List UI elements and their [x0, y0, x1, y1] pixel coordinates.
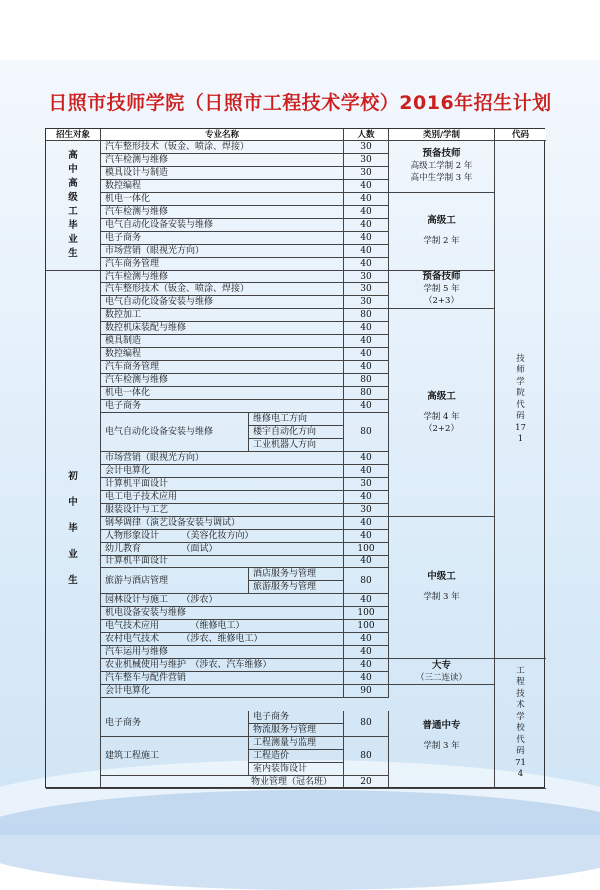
major-name: 机电一体化 [101, 387, 344, 400]
enrollment-table [45, 128, 545, 788]
major-count: 100 [344, 543, 389, 556]
major-count: 30 [344, 141, 389, 154]
major-name: 汽车整车与配件营销 [101, 672, 344, 685]
major-count: 80 [344, 413, 389, 452]
major-count: 40 [344, 530, 389, 543]
major-count: 100 [344, 620, 389, 633]
major-count: 30 [344, 167, 389, 180]
major-count: 40 [344, 180, 389, 193]
major-direction: 酒店服务与管理 [249, 568, 344, 581]
major-name: 汽车检测与维修 [101, 271, 344, 284]
major-name: 汽车检测与维修 [101, 154, 344, 167]
header-major: 专业名称 [101, 129, 344, 141]
major-direction: 维修电工方向 [249, 413, 344, 426]
major-count: 80 [344, 737, 389, 776]
header-target: 招生对象 [46, 129, 101, 141]
major-name: 会计电算化 [101, 465, 344, 478]
header-count: 人数 [344, 129, 389, 141]
major-count: 40 [344, 594, 389, 607]
major-count: 80 [344, 374, 389, 387]
major-name: 模具制造 [101, 335, 344, 348]
major-count: 30 [344, 271, 389, 284]
major-name: 物业管理（冠名班） [101, 776, 344, 789]
major-count: 80 [344, 711, 389, 737]
code-engineering-school: 工程技术学校代码714 [495, 659, 546, 789]
major-count: 30 [344, 283, 389, 296]
major-count: 80 [344, 568, 389, 594]
major-count: 20 [344, 776, 389, 789]
major-count: 40 [344, 452, 389, 465]
major-count: 40 [344, 361, 389, 374]
major-name: 机电一体化 [101, 193, 344, 206]
major-name: 农业机械使用与维护 （涉农、汽车维修） [101, 659, 344, 672]
major-count: 40 [344, 206, 389, 219]
major-name: 建筑工程施工 [101, 737, 249, 776]
major-direction: 物流服务与管理 [249, 724, 344, 737]
major-name: 汽车检测与维修 [101, 374, 344, 387]
major-name: 电子商务 [101, 400, 344, 413]
major-count: 90 [344, 685, 389, 698]
major-count: 80 [344, 309, 389, 322]
major-name: 计算机平面设计 [101, 556, 344, 569]
group-high-school: 高中高级工毕业生 [46, 141, 101, 271]
decorative-wave [0, 790, 600, 890]
major-count: 40 [344, 633, 389, 646]
major-name: 汽车运用与维修 [101, 646, 344, 659]
category-cell: 高级工 学制 4 年 （2+2） [389, 309, 495, 516]
major-count: 40 [344, 646, 389, 659]
major-name: 数控编程 [101, 348, 344, 361]
major-name: 电子商务 [101, 711, 249, 737]
major-count: 40 [344, 219, 389, 232]
major-name: 市场营销（眼视光方向） [101, 452, 344, 465]
major-name: 汽车检测与维修 [101, 206, 344, 219]
major-name: 电工电子技术应用 [101, 491, 344, 504]
major-count: 30 [344, 296, 389, 309]
major-count: 40 [344, 232, 389, 245]
major-name: 汽车整形技术（钣金、喷涂、焊接） [101, 141, 344, 154]
major-count: 30 [344, 504, 389, 517]
major-direction: 工程造价 [249, 750, 344, 763]
major-count: 40 [344, 517, 389, 530]
major-direction: 工程测量与监理 [249, 737, 344, 750]
major-name: 电气自动化设备安装与维修 [101, 413, 249, 452]
major-count: 80 [344, 387, 389, 400]
major-name: 电气技术应用 （维修电工） [101, 620, 344, 633]
category-cell: 高级工 学制 2 年 [389, 193, 495, 271]
major-direction: 工业机器人方向 [249, 439, 344, 452]
major-name: 数控编程 [101, 180, 344, 193]
major-name: 幼儿教育 （面试） [101, 543, 344, 556]
major-name: 旅游与酒店管理 [101, 568, 249, 594]
major-count: 40 [344, 400, 389, 413]
major-count: 30 [344, 154, 389, 167]
major-count: 40 [344, 258, 389, 271]
category-cell: 中级工 学制 3 年 [389, 517, 495, 659]
major-count: 40 [344, 659, 389, 672]
major-count: 40 [344, 556, 389, 569]
major-direction: 旅游服务与管理 [249, 581, 344, 594]
major-name: 电子商务 [101, 232, 344, 245]
major-name: 数控加工 [101, 309, 344, 322]
category-cell: 预备技师 学制 5 年 （2+3） [389, 271, 495, 310]
major-direction: 楼宇自动化方向 [249, 426, 344, 439]
major-count: 40 [344, 322, 389, 335]
major-name: 农村电气技术 （涉农、维修电工） [101, 633, 344, 646]
major-name: 市场营销（眼视光方向） [101, 245, 344, 258]
major-name: 汽车整形技术（钣金、喷涂、焊接） [101, 283, 344, 296]
category-cell: 预备技师 高级工学制 2 年 高中生学制 3 年 [389, 141, 495, 193]
code-tech-college: 技师学院代码171 [495, 141, 546, 659]
major-count: 40 [344, 348, 389, 361]
major-count: 40 [344, 245, 389, 258]
header-code: 代码 [495, 129, 546, 141]
category-cell: 普通中专 学制 3 年 [389, 685, 495, 789]
major-count: 100 [344, 607, 389, 620]
major-name: 汽车商务管理 [101, 361, 344, 374]
major-name: 服装设计与工艺 [101, 504, 344, 517]
major-count: 40 [344, 465, 389, 478]
major-name: 电气自动化设备安装与维修 [101, 219, 344, 232]
major-name: 人物形象设计 （美容化妆方向） [101, 530, 344, 543]
major-name: 模具设计与制造 [101, 167, 344, 180]
major-name: 电气自动化设备安装与维修 [101, 296, 344, 309]
major-count: 40 [344, 491, 389, 504]
category-cell: 大专 （三二连读） [389, 659, 495, 685]
major-name: 汽车商务管理 [101, 258, 344, 271]
major-name: 数控机床装配与维修 [101, 322, 344, 335]
major-name: 计算机平面设计 [101, 478, 344, 491]
major-count: 40 [344, 672, 389, 685]
major-count: 40 [344, 335, 389, 348]
major-name: 钢琴调律（演艺设备安装与调试） [101, 517, 344, 530]
major-count: 30 [344, 478, 389, 491]
page-title: 日照市技师学院（日照市工程技术学校）2016年招生计划 [48, 92, 552, 114]
major-direction: 电子商务 [249, 711, 344, 724]
major-name: 会计电算化 [101, 685, 344, 698]
major-direction: 室内装饰设计 [249, 763, 344, 776]
major-name: 园林设计与施工 （涉农） [101, 594, 344, 607]
major-count: 40 [344, 193, 389, 206]
major-name: 机电设备安装与维修 [101, 607, 344, 620]
header-category: 类别/学制 [389, 129, 495, 141]
group-middle-school: 初中毕业生 [46, 271, 101, 789]
